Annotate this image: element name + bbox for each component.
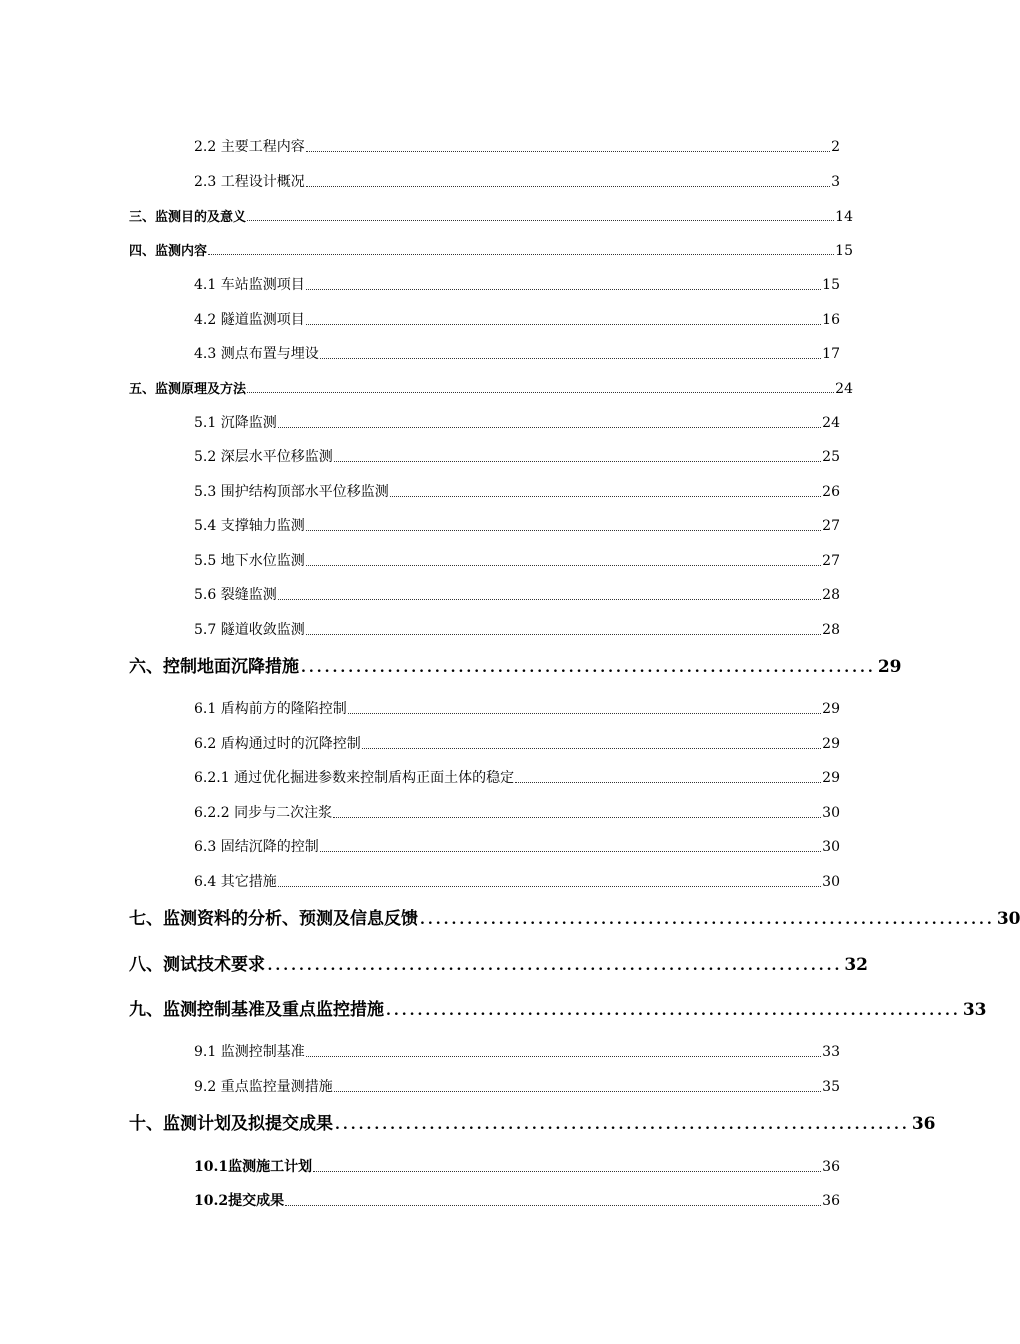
dot-leader: ......................................................................... bbox=[335, 1117, 910, 1133]
dot-leader bbox=[306, 150, 830, 152]
toc-entry-page: 17 bbox=[822, 346, 840, 362]
toc-entry[interactable] bbox=[129, 1109, 936, 1134]
toc-entry-title: 5.5 地下水位监测 bbox=[194, 553, 305, 569]
toc-entry-title: 6.2.2 同步与二次注浆 bbox=[194, 805, 333, 821]
toc-entry[interactable] bbox=[194, 836, 840, 856]
toc-entry-title: 5.4 支撑轴力监测 bbox=[194, 518, 305, 534]
dot-leader bbox=[515, 781, 821, 783]
dot-leader bbox=[306, 323, 821, 325]
toc-entry[interactable] bbox=[194, 1041, 840, 1061]
toc-entry[interactable] bbox=[194, 802, 840, 822]
toc-entry[interactable] bbox=[129, 206, 853, 225]
toc-entry-page: 29 bbox=[822, 701, 840, 717]
toc-entry[interactable] bbox=[194, 171, 840, 191]
toc-entry-page: 27 bbox=[822, 518, 840, 534]
dot-leader bbox=[247, 219, 834, 221]
toc-entry-page: 30 bbox=[822, 839, 840, 855]
dot-leader: ......................................................................... bbox=[301, 660, 876, 676]
toc-entry-title: 三、监测目的及意义 bbox=[129, 210, 247, 225]
dot-leader bbox=[334, 1090, 821, 1092]
toc-entry-title: 10.1监测施工计划 bbox=[194, 1159, 313, 1175]
toc-entry-page: 36 bbox=[911, 1114, 936, 1134]
dot-leader bbox=[320, 357, 821, 359]
toc-entry-title: 十、监测计划及拟提交成果 bbox=[129, 1114, 333, 1134]
toc-entry-title: 五、监测原理及方法 bbox=[129, 382, 247, 397]
dot-leader bbox=[247, 391, 834, 393]
toc-entry-page: 2 bbox=[831, 139, 840, 155]
toc-entry-page: 32 bbox=[844, 955, 868, 975]
dot-leader: ......................................................................... bbox=[420, 912, 995, 928]
toc-entry[interactable] bbox=[194, 412, 840, 432]
toc-entry[interactable] bbox=[194, 1076, 840, 1096]
toc-entry-page: 28 bbox=[822, 587, 840, 603]
toc-entry-page: 15 bbox=[822, 277, 840, 293]
toc-entry-page: 35 bbox=[822, 1079, 840, 1095]
toc-entry-page: 14 bbox=[835, 209, 853, 225]
toc-entry-title: 4.3 测点布置与埋设 bbox=[194, 346, 319, 362]
toc-entry-page: 24 bbox=[822, 415, 840, 431]
toc-entry[interactable] bbox=[194, 1190, 840, 1210]
toc-entry[interactable] bbox=[194, 871, 840, 891]
toc-entry-page: 15 bbox=[835, 243, 853, 259]
toc-entry-title: 2.3 工程设计概况 bbox=[194, 174, 305, 190]
dot-leader bbox=[306, 529, 821, 531]
toc-entry-title: 9.2 重点监控量测措施 bbox=[194, 1079, 333, 1095]
toc-entry-page: 29 bbox=[822, 770, 840, 786]
toc-entry[interactable] bbox=[194, 481, 840, 501]
dot-leader: ......................................................................... bbox=[267, 958, 843, 974]
toc-entry-page: 36 bbox=[822, 1159, 840, 1175]
toc-entry-title: 4.1 车站监测项目 bbox=[194, 277, 305, 293]
toc-entry-title: 九、监测控制基准及重点监控措施 bbox=[129, 1000, 384, 1020]
toc-entry-title: 6.2.1 通过优化掘进参数来控制盾构正面土体的稳定 bbox=[194, 770, 515, 786]
toc-entry-title: 2.2 主要工程内容 bbox=[194, 139, 305, 155]
toc-entry-title: 10.2提交成果 bbox=[194, 1193, 285, 1209]
dot-leader bbox=[285, 1204, 821, 1206]
dot-leader: ......................................................................... bbox=[386, 1003, 961, 1019]
toc-entry[interactable] bbox=[194, 309, 840, 329]
toc-entry-title: 七、监测资料的分析、预测及信息反馈 bbox=[129, 909, 418, 929]
toc-entry[interactable] bbox=[194, 136, 840, 156]
toc-entry-page: 30 bbox=[822, 874, 840, 890]
toc-entry-title: 四、监测内容 bbox=[129, 244, 208, 259]
toc-entry-page: 33 bbox=[822, 1044, 840, 1060]
dot-leader bbox=[362, 747, 821, 749]
dot-leader bbox=[320, 850, 821, 852]
dot-leader bbox=[278, 885, 821, 887]
dot-leader bbox=[390, 495, 821, 497]
toc-entry[interactable] bbox=[129, 950, 868, 975]
toc-entry-title: 9.1 监测控制基准 bbox=[194, 1044, 305, 1060]
toc-entry-title: 6.2 盾构通过时的沉降控制 bbox=[194, 736, 361, 752]
toc-entry[interactable] bbox=[129, 904, 1020, 929]
toc-entry-title: 4.2 隧道监测项目 bbox=[194, 312, 305, 328]
toc-entry[interactable] bbox=[194, 698, 840, 718]
toc-entry-page: 26 bbox=[822, 484, 840, 500]
toc-entry[interactable] bbox=[194, 446, 840, 466]
dot-leader bbox=[208, 253, 834, 255]
toc-entry-page: 16 bbox=[822, 312, 840, 328]
toc-entry[interactable] bbox=[129, 240, 853, 259]
dot-leader bbox=[306, 185, 830, 187]
toc-entry[interactable] bbox=[194, 767, 840, 787]
toc-entry[interactable] bbox=[194, 343, 840, 363]
toc-entry-title: 5.7 隧道收敛监测 bbox=[194, 622, 305, 638]
dot-leader bbox=[278, 598, 821, 600]
toc-entry-page: 33 bbox=[962, 1000, 987, 1020]
toc-entry-page: 29 bbox=[822, 736, 840, 752]
toc-entry-page: 30 bbox=[996, 909, 1020, 929]
toc-entry[interactable] bbox=[194, 733, 840, 753]
toc-entry-page: 27 bbox=[822, 553, 840, 569]
dot-leader bbox=[348, 712, 821, 714]
toc-entry[interactable] bbox=[194, 274, 840, 294]
toc-entry[interactable] bbox=[194, 550, 840, 570]
dot-leader bbox=[333, 816, 821, 818]
toc-entry-page: 24 bbox=[835, 381, 853, 397]
toc-entry[interactable] bbox=[129, 995, 987, 1020]
toc-entry-page: 25 bbox=[822, 449, 840, 465]
toc-entry[interactable] bbox=[194, 515, 840, 535]
dot-leader bbox=[278, 426, 821, 428]
toc-entry-page: 28 bbox=[822, 622, 840, 638]
toc-entry[interactable] bbox=[129, 652, 902, 677]
toc-entry-title: 5.2 深层水平位移监测 bbox=[194, 449, 333, 465]
toc-entry[interactable] bbox=[129, 378, 853, 397]
toc-entry[interactable] bbox=[194, 584, 840, 604]
dot-leader bbox=[306, 564, 821, 566]
toc-entry-title: 6.1 盾构前方的隆陷控制 bbox=[194, 701, 347, 717]
toc-entry[interactable] bbox=[194, 1156, 840, 1176]
toc-entry-page: 3 bbox=[831, 174, 840, 190]
toc-entry-page: 30 bbox=[822, 805, 840, 821]
dot-leader bbox=[306, 1055, 821, 1057]
toc-entry-title: 六、控制地面沉降措施 bbox=[129, 657, 299, 677]
toc-entry-title: 6.3 固结沉降的控制 bbox=[194, 839, 319, 855]
toc-entry-title: 5.6 裂缝监测 bbox=[194, 587, 277, 603]
dot-leader bbox=[306, 633, 821, 635]
toc-entry-page: 36 bbox=[822, 1193, 840, 1209]
toc-entry-page: 29 bbox=[877, 657, 902, 677]
toc-entry-title: 5.1 沉降监测 bbox=[194, 415, 277, 431]
toc-entry-title: 八、测试技术要求 bbox=[129, 955, 265, 975]
toc-entry-title: 5.3 围护结构顶部水平位移监测 bbox=[194, 484, 389, 500]
toc-entry[interactable] bbox=[194, 619, 840, 639]
dot-leader bbox=[306, 288, 821, 290]
dot-leader bbox=[313, 1170, 821, 1172]
toc-entry-title: 6.4 其它措施 bbox=[194, 874, 277, 890]
dot-leader bbox=[334, 460, 821, 462]
